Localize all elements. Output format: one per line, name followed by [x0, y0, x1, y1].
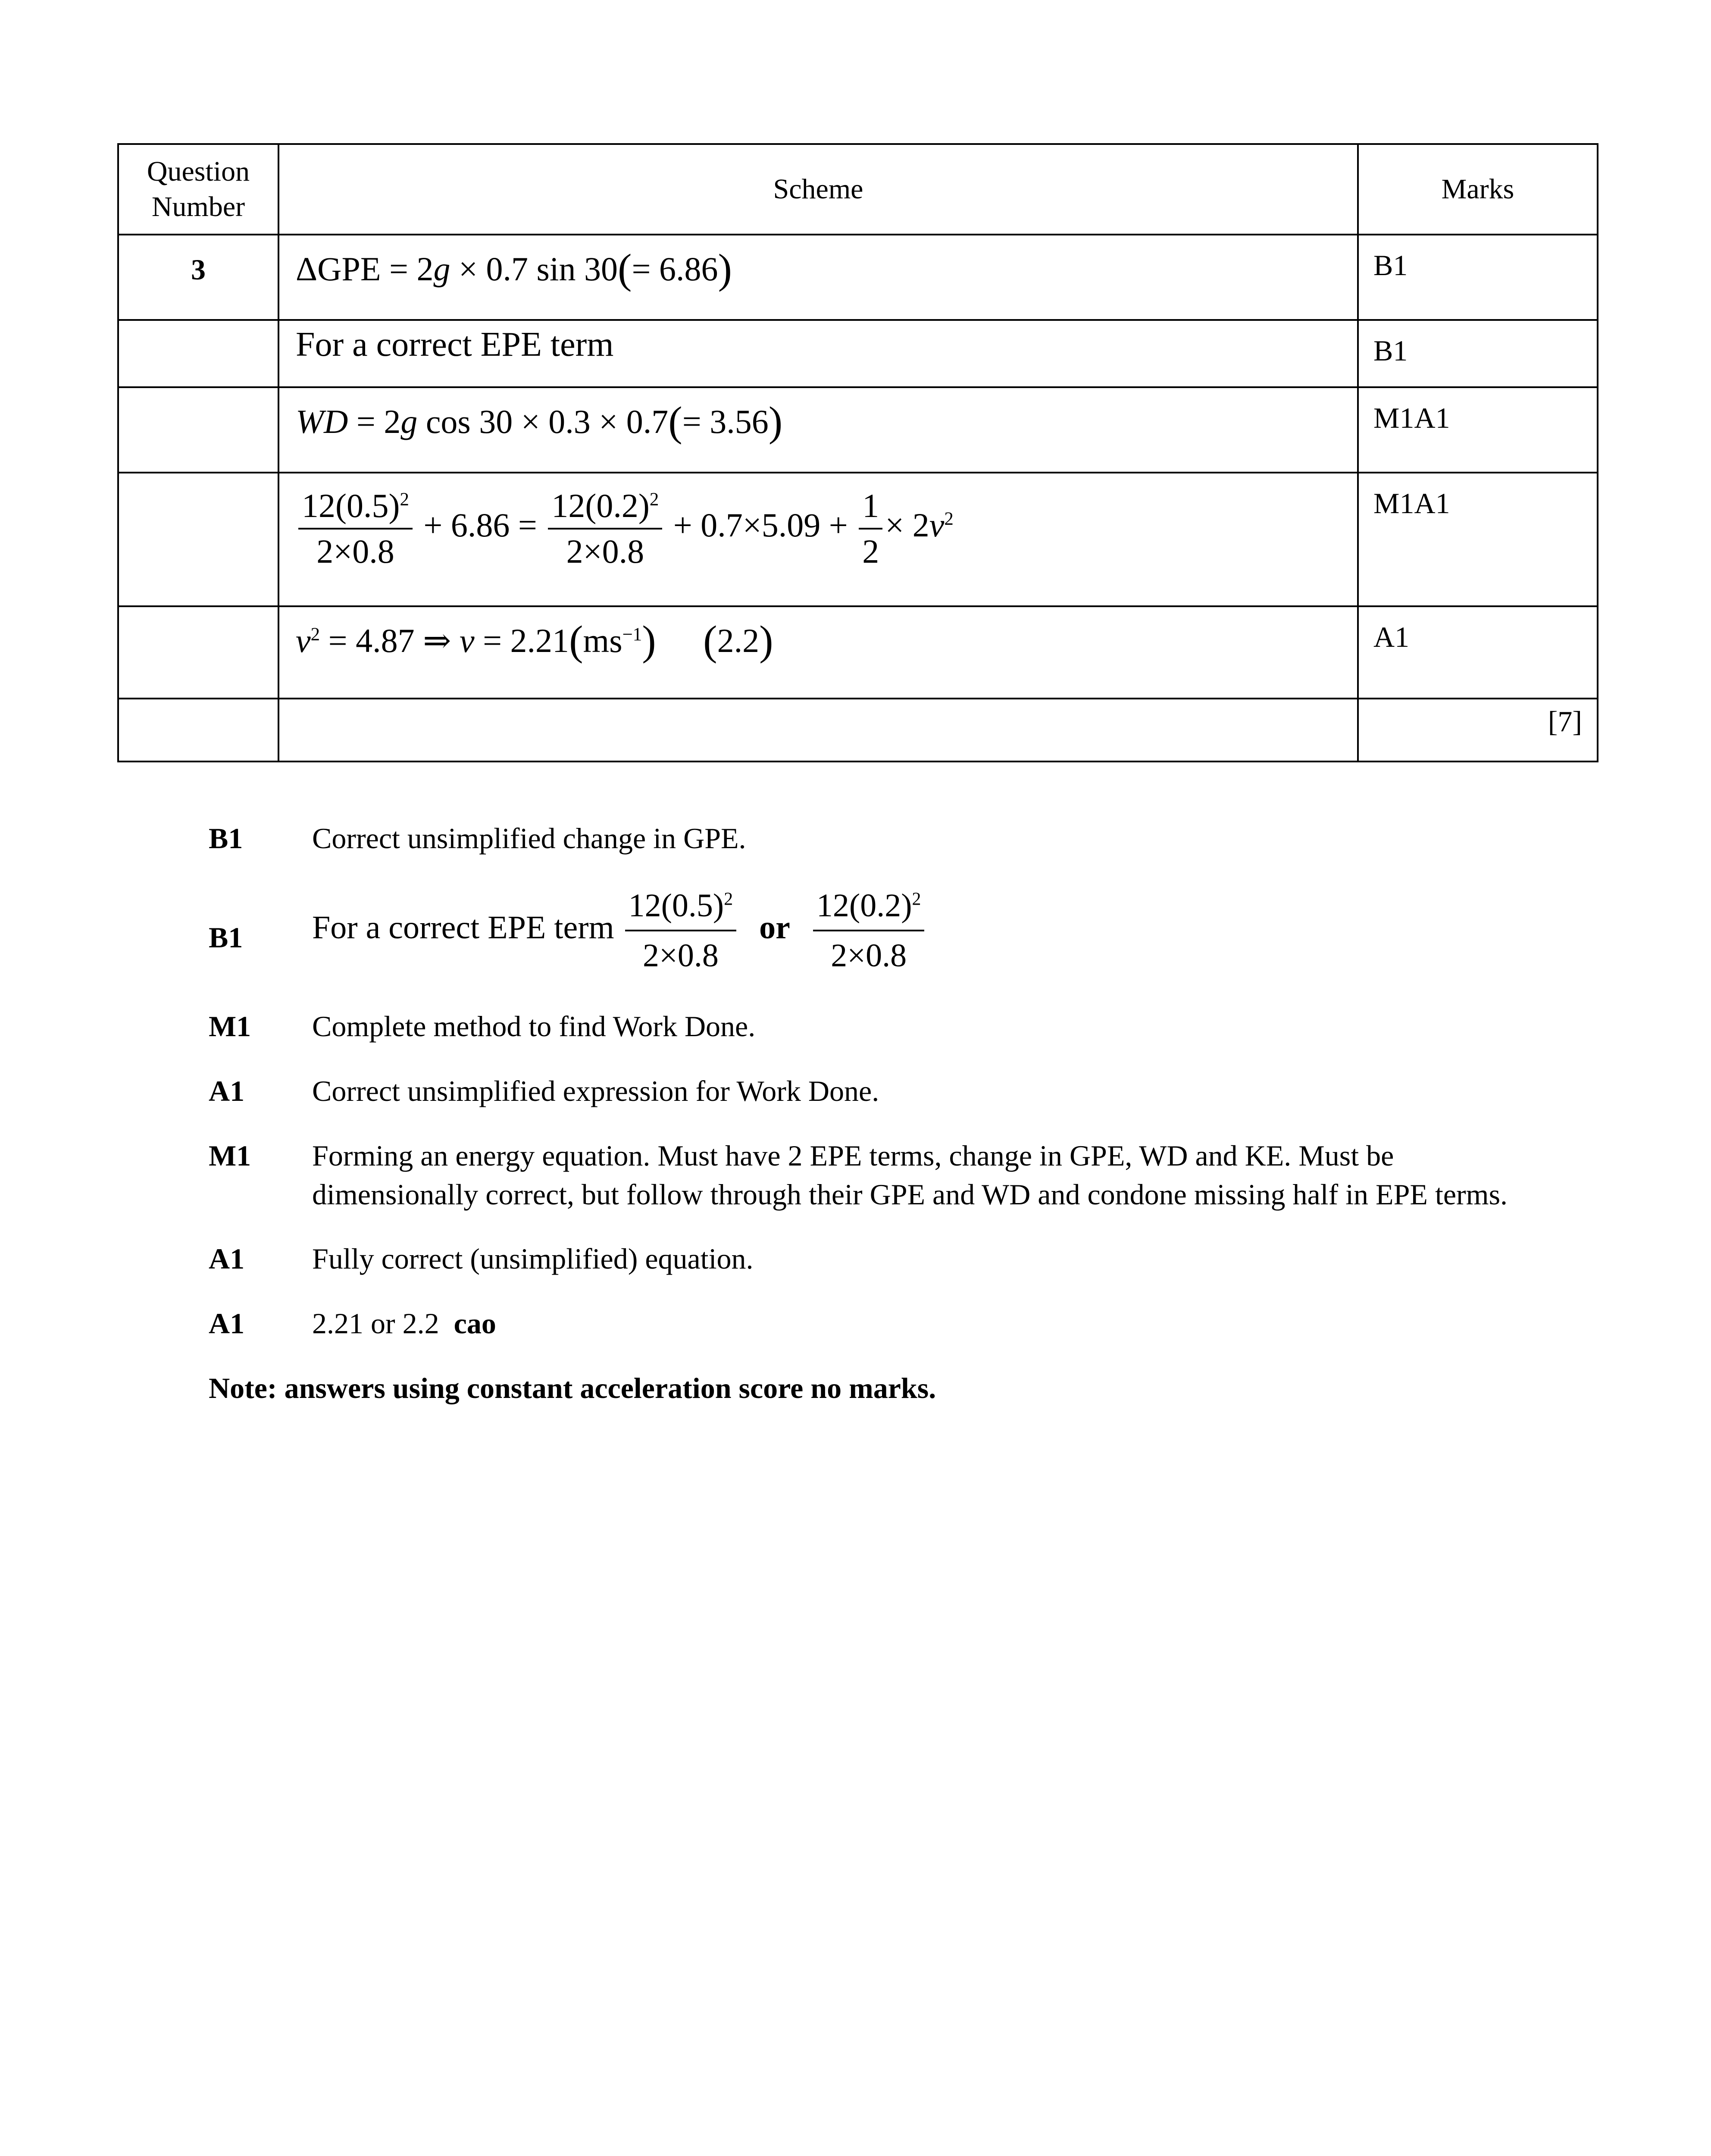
gpe-lhs: ΔGPE — [296, 250, 381, 288]
question-cell-empty — [118, 473, 278, 606]
question-cell-empty — [118, 320, 278, 387]
gpe-var: g — [433, 250, 450, 288]
square-exp: 2 — [724, 889, 733, 909]
marking-notes — [209, 819, 1545, 1408]
square-exp: 2 — [400, 489, 409, 510]
note-item — [209, 1240, 1545, 1279]
note-item — [209, 1007, 1545, 1046]
answer-var: v — [459, 622, 475, 660]
or-word: or — [759, 909, 790, 946]
epe1-denominator: 2×0.8 — [642, 937, 719, 974]
square-exp: 2 — [944, 508, 954, 529]
question-number: 3 — [118, 235, 278, 320]
epe1-fraction — [298, 486, 413, 571]
question-cell-empty — [118, 699, 278, 761]
square-exp: 2 — [912, 889, 921, 909]
note-code: B1 — [209, 921, 243, 954]
epe2-numerator: 12(0.2) — [551, 487, 650, 524]
note-code: A1 — [209, 1307, 245, 1340]
energy-ke-var: v — [929, 506, 945, 544]
table-row — [118, 320, 1598, 387]
table-row — [118, 235, 1598, 320]
note-item — [209, 1137, 1545, 1214]
half-denominator: 2 — [862, 533, 879, 570]
note-epe2-fraction — [813, 884, 925, 978]
note-text: Complete method to find Work Done. — [312, 1010, 756, 1043]
final-note: Note: answers using constant acceleration score no marks. — [209, 1371, 936, 1404]
mark-scheme-table — [117, 143, 1598, 762]
note-item — [209, 1304, 1545, 1343]
row-mark: B1 — [1358, 320, 1598, 387]
table-row — [118, 387, 1598, 473]
table-row-total — [118, 699, 1598, 761]
row-mark: B1 — [1358, 235, 1598, 320]
epe1-numerator: 12(0.5) — [302, 487, 400, 524]
energy-wd-term: + 0.7×5.09 + — [673, 506, 848, 544]
row-mark: M1A1 — [1358, 473, 1598, 606]
note-code: A1 — [209, 1242, 245, 1275]
header-scheme: Scheme — [278, 144, 1358, 235]
note-text: For a correct EPE term — [312, 909, 614, 946]
answer-unit: ms — [583, 622, 622, 660]
epe2-fraction — [548, 486, 662, 571]
answer-value: = 2.21 — [483, 622, 569, 660]
row-mark: M1A1 — [1358, 387, 1598, 473]
wd-result: = 3.56 — [682, 403, 769, 441]
table-header-row — [118, 144, 1598, 235]
gpe-rest: × 0.7 sin 30 — [459, 250, 618, 288]
wd-var: g — [400, 403, 418, 441]
table-row — [118, 473, 1598, 606]
energy-gpe-term: + 6.86 = — [423, 506, 537, 544]
square-exp: 2 — [649, 489, 659, 510]
gpe-result: = 6.86 — [632, 250, 718, 288]
note-code: M1 — [209, 1010, 251, 1043]
note-epe1-fraction — [625, 884, 737, 978]
square-exp: 2 — [310, 624, 320, 645]
energy-ke-term: × 2 — [885, 506, 929, 544]
epe2-denominator: 2×0.8 — [831, 937, 907, 974]
scheme-cell-empty — [278, 699, 1358, 761]
answer-v-squared: = 4.87 ⇒ — [328, 622, 451, 660]
epe1-denominator: 2×0.8 — [316, 533, 394, 570]
total-marks: [7] — [1358, 699, 1598, 761]
half-numerator: 1 — [859, 486, 882, 530]
note-item — [209, 819, 1545, 858]
header-marks: Marks — [1358, 144, 1598, 235]
epe2-numerator: 12(0.2) — [816, 887, 912, 924]
answer-alt: 2.2 — [717, 622, 760, 660]
note-text: Forming an energy equation. Must have 2 EPE terms, change in GPE, WD and KE. Must be dimensionally correct, but follow through their GPE and WD and condone missing half in EPE terms. — [312, 1139, 1508, 1211]
note-text: Correct unsimplified expression for Work Done. — [312, 1075, 879, 1108]
table-row — [118, 606, 1598, 699]
header-question-number: Question Number — [118, 144, 278, 235]
note-code: M1 — [209, 1139, 251, 1172]
half-fraction — [859, 486, 882, 571]
note-text: 2.21 or 2.2 — [312, 1307, 439, 1340]
wd-equation: WD = 2g cos 30 × 0.3 × 0.7(= 3.56) — [278, 387, 1358, 473]
cao-tag: cao — [454, 1307, 496, 1340]
wd-rest: cos 30 × 0.3 × 0.7 — [425, 403, 669, 441]
answer-var: v — [296, 622, 311, 660]
note-text: Fully correct (unsimplified) equation. — [312, 1242, 754, 1275]
gpe-coef: 2 — [416, 250, 434, 288]
note-item — [209, 1072, 1545, 1111]
gpe-equation: ΔGPE = 2g × 0.7 sin 30(= 6.86) — [278, 235, 1358, 320]
question-cell-empty — [118, 387, 278, 473]
note-code: A1 — [209, 1075, 245, 1108]
epe2-denominator: 2×0.8 — [566, 533, 644, 570]
note-text: Correct unsimplified change in GPE. — [312, 822, 746, 855]
wd-coef: 2 — [384, 403, 401, 441]
energy-equation — [278, 473, 1358, 606]
epe-term-text: For a correct EPE term — [278, 320, 1358, 387]
note-code: B1 — [209, 822, 243, 855]
answer-equation: $v^2 = 4.87$ ⇒ $v = 2.21(ms^{-1})$ (2.2) — [278, 606, 1358, 699]
wd-lhs: WD — [296, 403, 348, 441]
unit-exponent: −1 — [622, 624, 642, 645]
row-mark: A1 — [1358, 606, 1598, 699]
epe1-numerator: 12(0.5) — [628, 887, 724, 924]
question-cell-empty — [118, 606, 278, 699]
note-item — [209, 884, 1545, 978]
